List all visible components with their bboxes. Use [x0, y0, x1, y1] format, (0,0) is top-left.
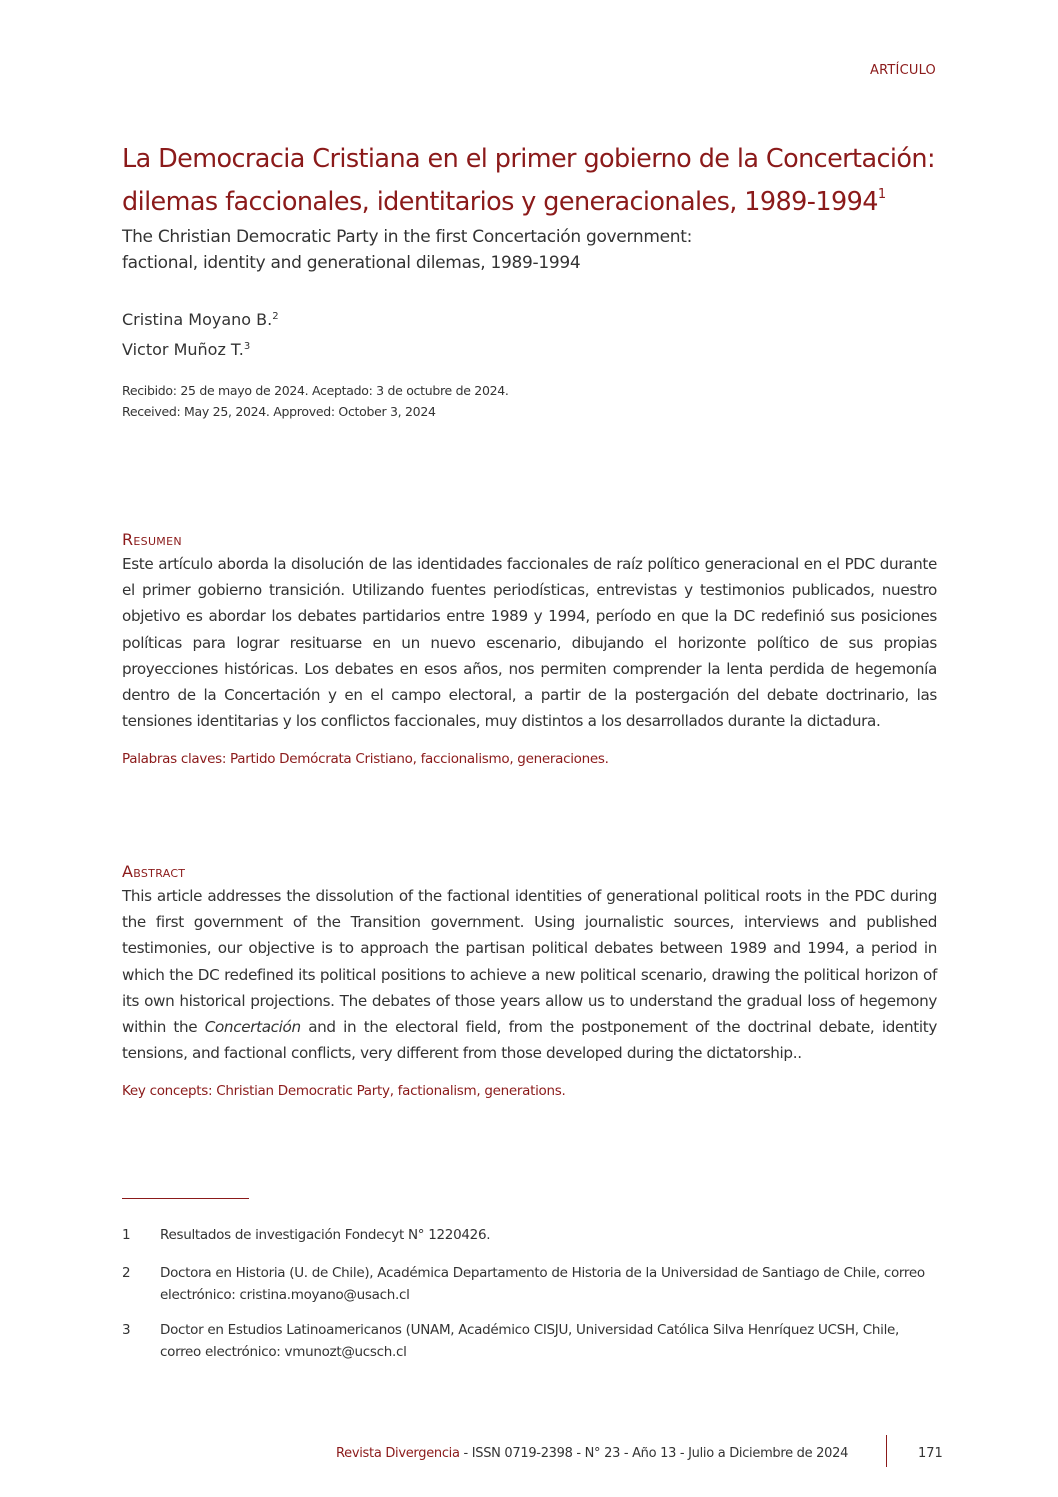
- abstract-text-italic: Concertación: [204, 1018, 301, 1037]
- article-title: [122, 141, 952, 220]
- abstract-text-part-1: This article addresses the dissolution of the factional identities of generational political roots in the PDC during the first government of the Transition government. Using journalistic sources, interviews and published testimonies, our objective is to approach the partisan political debates between 1989 and 1994, a period in which the DC redefined its political positions to achieve a new political scenario, drawing the political horizon of its own historical projections. The debates of those years allow us to understand the gradual loss of hegemony within the: [122, 887, 937, 1037]
- author-name: Cristina Moyano B.: [122, 310, 273, 329]
- page-number: 171: [918, 1446, 943, 1461]
- journal-name: Revista Divergencia: [336, 1446, 460, 1461]
- footnote-text: Doctor en Estudios Latinoamericanos (UNAM, Académico CISJU, Universidad Católica Silva Henríquez UCSH, Chile, correo electrónico: vmunozt@ucsch.cl: [160, 1322, 900, 1360]
- title-line-1: La Democracia Cristiana en el primer gobierno de la Concertación:: [122, 144, 935, 174]
- abstract-keywords: Key concepts: Christian Democratic Party, factionalism, generations.: [122, 1083, 566, 1100]
- section-label: ARTÍCULO: [870, 63, 936, 78]
- footnote: [122, 1224, 942, 1246]
- author-footnote-ref[interactable]: 3: [243, 341, 251, 352]
- footnote-text: Doctora en Historia (U. de Chile), Académica Departamento de Historia de la Universidad de Santiago de Chile, correo electrónico: cristina.moyano@usach.cl: [160, 1265, 925, 1303]
- footnote-text: Resultados de investigación Fondecyt N° 1220426.: [160, 1227, 491, 1243]
- journal-footer: [336, 1446, 848, 1461]
- footnote: [122, 1319, 942, 1363]
- subtitle-line-2: factional, identity and generational dilemas, 1989-1994: [122, 253, 581, 273]
- article-subtitle: [122, 224, 692, 276]
- dates-english: Received: May 25, 2024. Approved: October 3, 2024: [122, 404, 436, 419]
- resumen-heading: Resumen: [122, 530, 182, 549]
- title-footnote-ref[interactable]: 1: [877, 187, 886, 202]
- footnote-number: 1: [122, 1227, 131, 1243]
- author-list: [122, 303, 279, 363]
- author-footnote-ref[interactable]: 2: [272, 311, 279, 322]
- author: [122, 333, 279, 363]
- abstract-text: [122, 883, 937, 1066]
- footer-divider: [886, 1435, 887, 1467]
- footnote-number: 2: [122, 1265, 131, 1281]
- abstract-section: [122, 862, 937, 1099]
- subtitle-line-1: The Christian Democratic Party in the first Concertación government:: [122, 227, 693, 247]
- footnote: [122, 1262, 942, 1306]
- submission-dates: [122, 380, 509, 422]
- resumen-section: [122, 530, 937, 767]
- journal-details: - ISSN 0719-2398 - N° 23 - Año 13 - Julio a Diciembre de 2024: [459, 1446, 849, 1461]
- title-line-2: dilemas faccionales, identitarios y generacionales, 1989-1994: [122, 187, 878, 217]
- footnote-divider: [122, 1198, 249, 1199]
- abstract-text-part-2: and in the electoral field, from the postponement of the doctrinal debate, identity tensions, and factional conflicts, very different from those developed during the dictatorship..: [122, 1018, 938, 1063]
- dates-spanish: Recibido: 25 de mayo de 2024. Aceptado: 3 de octubre de 2024.: [122, 383, 509, 398]
- resumen-text: Este artículo aborda la disolución de las identidades faccionales de raíz político generacional en el PDC durante el primer gobierno transición. Utilizando fuentes periodísticas, entrevistas y testimonios publicados, nuestro objetivo es abordar los debates partidarios entre 1989 y 1994, período en que la DC redefinió sus posiciones políticas para lograr resituarse en un nuevo escenario, dibujando el horizonte político de sus propias proyecciones históricas. Los debates en esos años, nos permiten comprender la lenta perdida de hegemonía dentro de la Concertación y en el campo electoral, a partir de la postergación del debate doctrinario, las tensiones identitarias y los conflictos faccionales, muy distintos a los desarrollados durante la dictadura.: [122, 555, 937, 731]
- abstract-heading: Abstract: [122, 862, 186, 881]
- author-name: Victor Muñoz T.: [122, 340, 244, 359]
- author: [122, 303, 279, 333]
- resumen-keywords: Palabras claves: Partido Demócrata Cristiano, faccionalismo, generaciones.: [122, 751, 609, 768]
- footnote-number: 3: [122, 1322, 131, 1338]
